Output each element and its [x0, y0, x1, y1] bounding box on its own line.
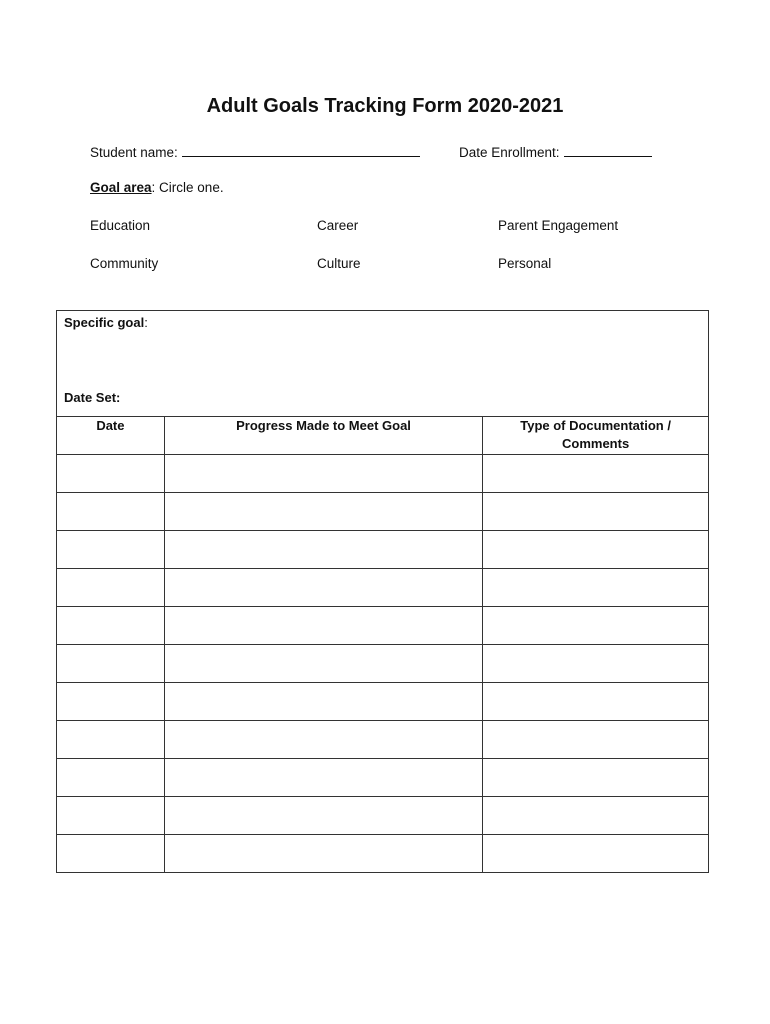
table-row: [57, 835, 709, 873]
progress-cell[interactable]: [164, 493, 482, 531]
progress-cell[interactable]: [164, 607, 482, 645]
progress-cell[interactable]: [164, 759, 482, 797]
date-cell[interactable]: [57, 531, 165, 569]
date-cell[interactable]: [57, 607, 165, 645]
goal-tracking-table: [56, 310, 709, 873]
student-name-blank[interactable]: [182, 142, 420, 157]
progress-cell[interactable]: [164, 683, 482, 721]
column-header-documentation: Type of Documentation / Comments: [483, 417, 709, 455]
table-row: [57, 455, 709, 493]
date-cell[interactable]: [57, 493, 165, 531]
specific-goal-cell[interactable]: [57, 311, 709, 417]
date-cell[interactable]: [57, 759, 165, 797]
date-cell[interactable]: [57, 835, 165, 873]
table-row: [57, 645, 709, 683]
documentation-cell[interactable]: [483, 569, 709, 607]
date-enrollment-blank[interactable]: [564, 142, 652, 157]
documentation-cell[interactable]: [483, 797, 709, 835]
table-row: [57, 569, 709, 607]
date-cell[interactable]: [57, 455, 165, 493]
table-row: [57, 797, 709, 835]
table-row: [57, 759, 709, 797]
documentation-cell[interactable]: [483, 759, 709, 797]
documentation-cell[interactable]: [483, 835, 709, 873]
column-header-date: Date: [57, 417, 165, 455]
goal-option-personal[interactable]: Personal: [498, 256, 552, 271]
table-row: [57, 721, 709, 759]
progress-cell[interactable]: [164, 721, 482, 759]
column-header-progress: Progress Made to Meet Goal: [164, 417, 482, 455]
progress-cell[interactable]: [164, 645, 482, 683]
specific-goal-suffix: :: [144, 315, 148, 330]
goal-option-parent-engagement[interactable]: Parent Engagement: [498, 218, 619, 233]
date-enrollment-label: Date Enrollment:: [459, 145, 560, 160]
progress-cell[interactable]: [164, 569, 482, 607]
goal-option-education[interactable]: Education: [90, 218, 151, 233]
form-title: Adult Goals Tracking Form 2020-2021: [206, 95, 564, 117]
table-row: [57, 607, 709, 645]
goal-area-instruction: : Circle one.: [151, 180, 224, 195]
date-cell[interactable]: [57, 721, 165, 759]
student-name-field: [90, 142, 420, 160]
table-row: [57, 531, 709, 569]
documentation-cell[interactable]: [483, 683, 709, 721]
progress-cell[interactable]: [164, 835, 482, 873]
documentation-cell[interactable]: [483, 531, 709, 569]
table-body: [57, 455, 709, 873]
date-cell[interactable]: [57, 797, 165, 835]
specific-goal: [64, 315, 148, 330]
table-row: [57, 683, 709, 721]
documentation-cell[interactable]: [483, 455, 709, 493]
goal-option-career[interactable]: Career: [317, 218, 359, 233]
table-row: [57, 493, 709, 531]
student-name-label: Student name:: [90, 145, 178, 160]
date-cell[interactable]: [57, 645, 165, 683]
documentation-cell[interactable]: [483, 607, 709, 645]
date-enrollment-field: [459, 142, 652, 160]
documentation-cell[interactable]: [483, 721, 709, 759]
date-cell[interactable]: [57, 683, 165, 721]
goal-area-heading: [90, 180, 224, 195]
date-set-label: Date Set:: [64, 390, 121, 405]
specific-goal-label: Specific goal: [64, 315, 145, 330]
goal-area-label: Goal area: [90, 180, 152, 195]
goal-option-culture[interactable]: Culture: [317, 256, 361, 271]
progress-cell[interactable]: [164, 531, 482, 569]
documentation-cell[interactable]: [483, 645, 709, 683]
progress-cell[interactable]: [164, 797, 482, 835]
goal-option-community[interactable]: Community: [90, 256, 159, 271]
documentation-cell[interactable]: [483, 493, 709, 531]
progress-cell[interactable]: [164, 455, 482, 493]
date-cell[interactable]: [57, 569, 165, 607]
